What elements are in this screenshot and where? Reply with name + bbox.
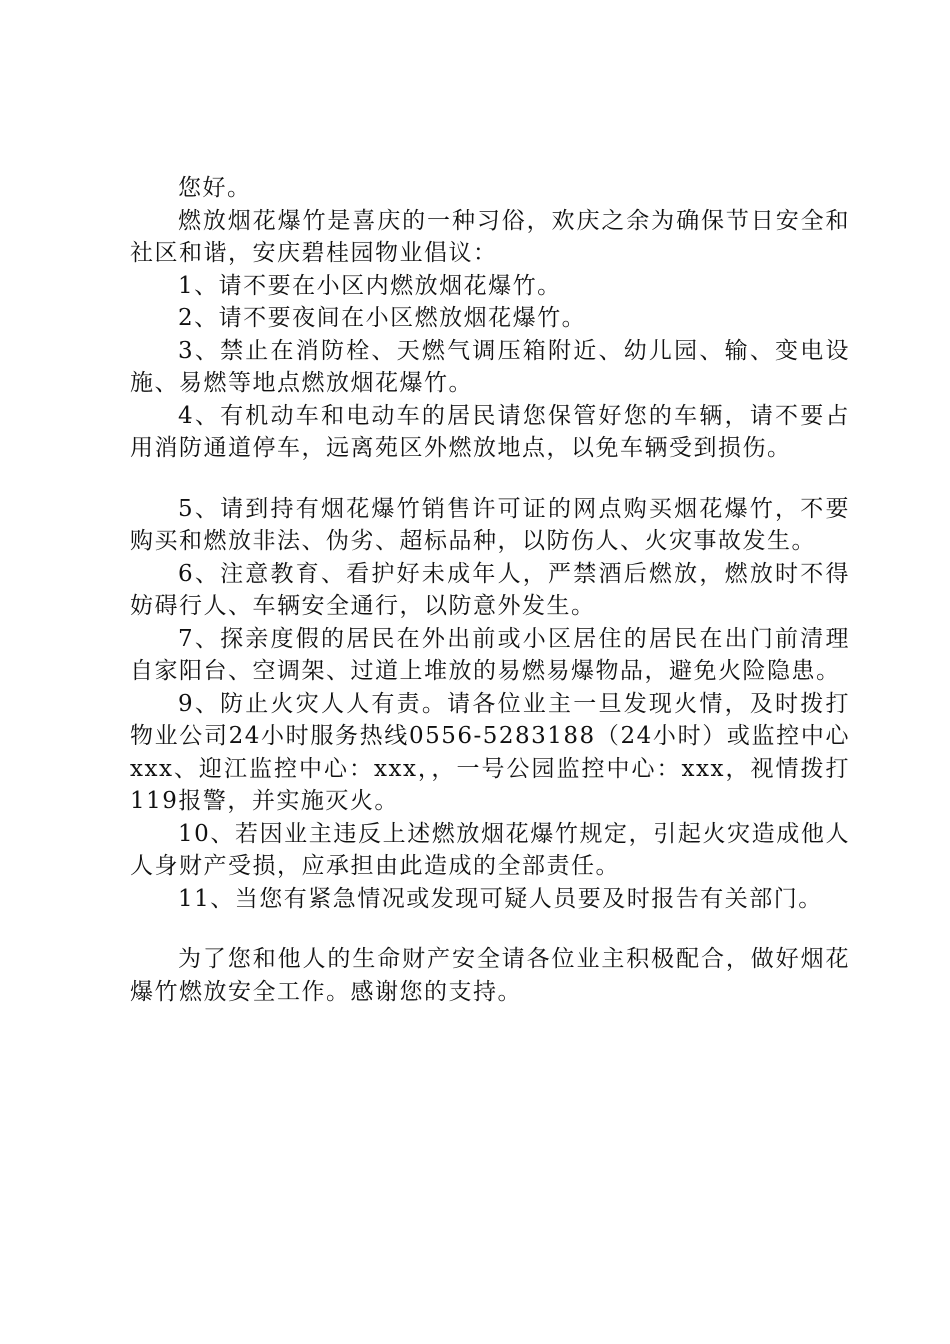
item-3: 3、禁止在消防栓、天燃气调压箱附近、幼儿园、输、变电设施、易燃等地点燃放烟花爆竹。: [130, 337, 850, 396]
item-10: 10、若因业主违反上述燃放烟花爆竹规定，引起火灾造成他人人身财产受损，应承担由此造成的全部责任。: [130, 820, 850, 879]
item-1: 1、请不要在小区内燃放烟花爆竹。: [178, 272, 562, 299]
paragraph-gap: [130, 915, 850, 943]
item-9: 9、防止火灾人人有责。请各位业主一旦发现火情，及时拨打物业公司24小时服务热线0556-5283188（24小时）或监控中心xxx、迎江监控中心：xxx，，一号公园监控中心：xxx，视情拨打119报警，并实施灭火。: [130, 690, 850, 814]
item-5: 5、请到持有烟花爆竹销售许可证的网点购买烟花爆竹，不要购买和燃放非法、伪劣、超标品种，以防伤人、火灾事故发生。: [130, 495, 850, 554]
item-2: 2、请不要夜间在小区燃放烟花爆竹。: [178, 305, 587, 331]
closing-paragraph: 为了您和他人的生命财产安全请各位业主积极配合，做好烟花爆竹燃放安全工作。感谢您的支持。: [130, 946, 850, 1005]
intro-paragraph: 燃放烟花爆竹是喜庆的一种习俗，欢庆之余为确保节日安全和社区和谐，安庆碧桂园物业倡议：: [130, 207, 850, 266]
item-4: 4、有机动车和电动车的居民请您保管好您的车辆，请不要占用消防通道停车，远离苑区外燃放地点，以免车辆受到损伤。: [130, 402, 850, 461]
document-body: [130, 172, 850, 1008]
paragraph-gap: [130, 465, 850, 493]
item-6: 6、注意教育、看护好未成年人，严禁酒后燃放，燃放时不得妨碍行人、车辆安全通行，以防意外发生。: [130, 560, 850, 619]
item-11: 11、当您有紧急情况或发现可疑人员要及时报告有关部门。: [178, 885, 823, 912]
greeting-text: 您好。: [178, 175, 252, 201]
item-7: 7、探亲度假的居民在外出前或小区居住的居民在出门前清理自家阳台、空调架、过道上堆放的易燃易爆物品，避免火险隐患。: [130, 625, 850, 684]
